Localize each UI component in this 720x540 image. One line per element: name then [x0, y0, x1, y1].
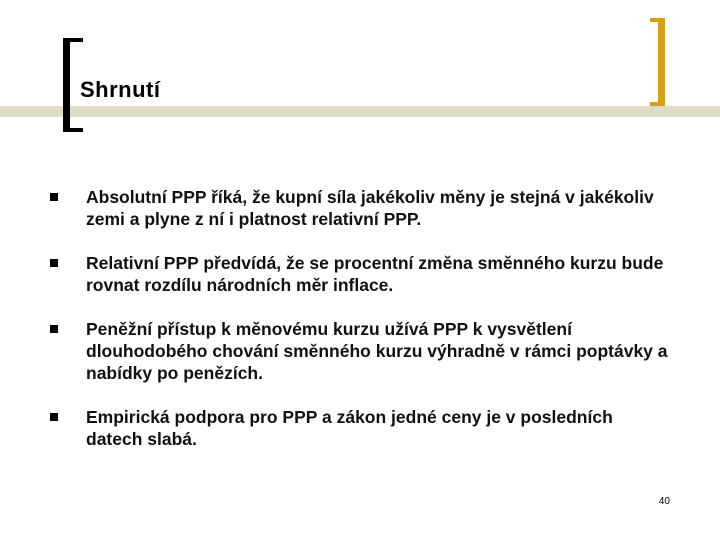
- square-bullet-icon: [50, 259, 58, 267]
- bullet-item: [50, 186, 670, 230]
- right-bracket-bar: [658, 18, 665, 106]
- left-bracket-top: [63, 38, 83, 42]
- left-bracket-bottom: [63, 128, 83, 132]
- square-bullet-icon: [50, 193, 58, 201]
- right-bracket-top: [650, 18, 665, 22]
- page-title: Shrnutí: [80, 77, 161, 102]
- bullet-text: Relativní PPP předvídá, že se procentní změna směnného kurzu bude rovnat rozdílu národních měr inflace.: [86, 253, 664, 295]
- page-number: 40: [658, 496, 670, 507]
- bullet-list: [50, 186, 670, 450]
- square-bullet-icon: [50, 325, 58, 333]
- title-underline-band: [0, 106, 720, 117]
- bullet-text: Peněžní přístup k měnovému kurzu užívá PPP k vysvětlení dlouhodobého chování směnného kurzu výhradně v rámci poptávky a nabídky po penězích.: [86, 319, 668, 383]
- bullet-item: [50, 406, 670, 450]
- bullet-text: Empirická podpora pro PPP a zákon jedné ceny je v posledních datech slabá.: [86, 407, 613, 449]
- bullet-text: Absolutní PPP říká, že kupní síla jakékoliv měny je stejná v jakékoliv zemi a plyne z ní i platnost relativní PPP.: [86, 187, 654, 229]
- bullet-item: [50, 252, 670, 296]
- square-bullet-icon: [50, 413, 58, 421]
- bullet-item: [50, 318, 670, 384]
- left-bracket-bar: [63, 38, 70, 132]
- right-bracket-bottom: [650, 102, 665, 106]
